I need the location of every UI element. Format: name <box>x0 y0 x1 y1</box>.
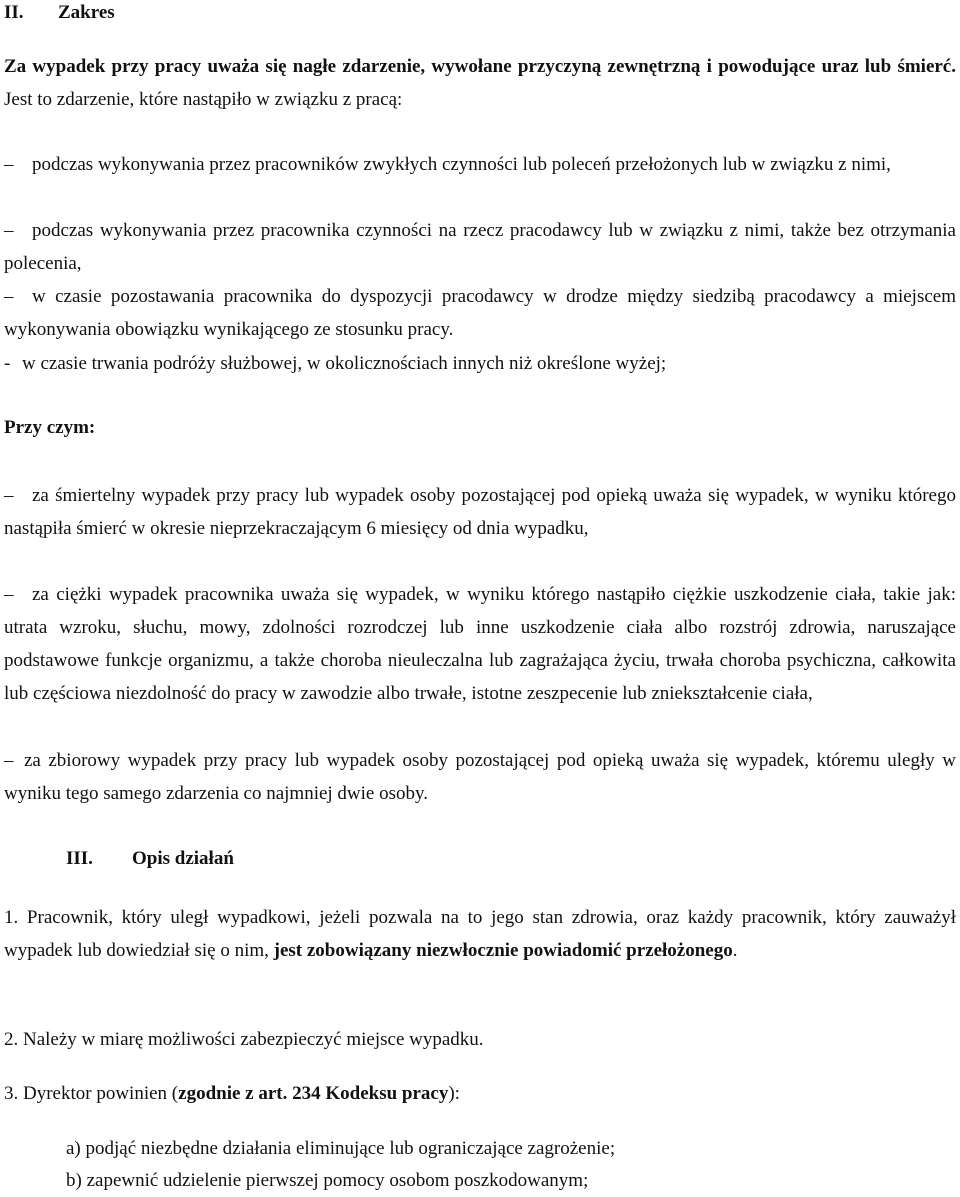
action-item-1 <box>4 901 956 967</box>
action-item-2: 2. Należy w miarę możliwości zabezpieczyć miejsce wypadku. <box>4 1029 484 1050</box>
intro-continuation: Jest to zdarzenie, które nastąpiło w związku z pracą: <box>4 89 403 110</box>
sub-item-a: a) podjąć niezbędne działania eliminujące lub ograniczające zagrożenie; <box>66 1138 616 1159</box>
condition-item <box>4 148 956 181</box>
intro-paragraph <box>4 50 956 116</box>
condition-text: podczas wykonywania przez pracownika czynności na rzecz pracodawcy lub w związku z nimi, także bez otrzymania polecenia, <box>4 220 956 274</box>
dash-marker: – <box>4 154 14 175</box>
hyphen-marker: - <box>4 353 11 374</box>
section-heading-opis-dzialan <box>66 842 234 875</box>
definition-item <box>4 578 956 710</box>
action-item-3-bold: zgodnie z art. 234 Kodeksu pracy <box>178 1083 449 1104</box>
definition-item <box>4 479 956 545</box>
action-item-1-bold: jest zobowiązany niezwłocznie powiadomić przełożonego <box>273 940 733 961</box>
sub-item-b: b) zapewnić udzielenie pierwszej pomocy osobom poszkodowanym; <box>66 1170 589 1191</box>
definition-text: za śmiertelny wypadek przy pracy lub wypadek osoby pozostającej pod opieką uważa się wypadek, w wyniku którego nastąpiła śmierć w okresie nieprzekraczającym 6 miesięcy od dnia wypadku, <box>4 485 956 539</box>
intro-definition: Za wypadek przy pracy uważa się nagłe zdarzenie, wywołane przyczyną zewnętrzną i powodujące uraz lub śmierć. <box>4 56 956 77</box>
przy-czym-label <box>4 411 95 444</box>
dash-marker: – <box>4 220 14 241</box>
definition-text: za zbiorowy wypadek przy pracy lub wypadek osoby pozostającej pod opieką uważa się wypadek, któremu uległy w wyniku tego samego zdarzenia co najmniej dwie osoby. <box>4 750 956 804</box>
section-number: III. <box>66 848 93 869</box>
action-item-1-end: . <box>732 940 738 961</box>
dash-marker: – <box>4 485 14 506</box>
przy-czym-text: Przy czym: <box>4 417 96 438</box>
dash-marker: – <box>4 286 14 307</box>
section-number: II. <box>4 2 24 23</box>
action-item-3-suffix: ): <box>448 1083 460 1104</box>
condition-text: w czasie pozostawania pracownika do dyspozycji pracodawcy w drodze między siedzibą pracodawcy a miejscem wykonywania obowiązku wynikającego ze stosunku pracy. <box>4 286 956 340</box>
section-heading-zakres <box>4 0 115 29</box>
action-item-3 <box>4 1077 460 1110</box>
condition-text: podczas wykonywania przez pracowników zwykłych czynności lub poleceń przełożonych lub w związku z nimi, <box>32 154 891 175</box>
condition-item <box>4 214 956 280</box>
dash-marker: – <box>4 750 14 771</box>
action-item-1-text: 1. Pracownik, który uległ wypadkowi, jeżeli pozwala na to jego stan zdrowia, oraz każdy pracownik, który zauważył wypadek lub dowiedział się o nim, <box>4 907 956 961</box>
condition-item <box>4 280 956 346</box>
definition-text: za ciężki wypadek pracownika uważa się wypadek, w wyniku którego nastąpiło ciężkie uszkodzenie ciała, takie jak: utrata wzroku, słuchu, mowy, zdolności rozrodczej lub inne uszkodzenie ciała albo rozstrój zdrowia, naruszające podstawowe funkcje organizmu, a także choroba nieuleczalna lub zagrażająca życiu, trwała choroba psychiczna, całkowita lub częściowa niezdolność do pracy w zawodzie albo trwałe, istotne zeszpecenie lub zniekształcenie ciała, <box>4 584 956 704</box>
action-item-3-prefix: 3. Dyrektor powinien ( <box>4 1083 179 1104</box>
definition-item <box>4 744 956 810</box>
section-title: Opis działań <box>132 848 234 869</box>
section-title: Zakres <box>58 2 115 23</box>
condition-item <box>4 347 666 380</box>
condition-text: w czasie trwania podróży służbowej, w okolicznościach innych niż określone wyżej; <box>22 353 667 374</box>
dash-marker: – <box>4 584 14 605</box>
